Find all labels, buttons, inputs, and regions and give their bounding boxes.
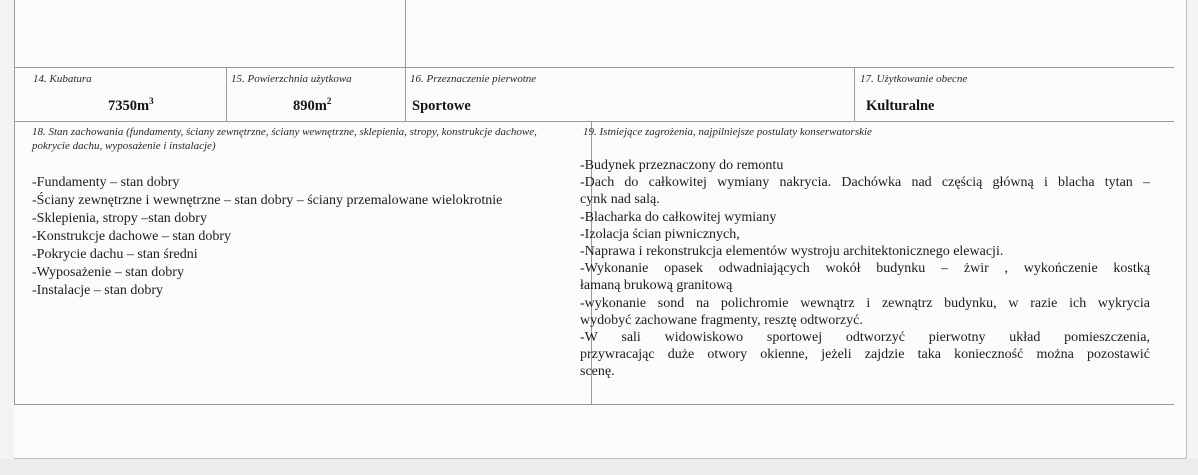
divider-f16-f17: [854, 67, 855, 122]
threats-line: wydobyć zachowane fragmenty, resztę odtworzyć.: [580, 312, 863, 328]
divider-bottom: [14, 404, 1174, 405]
threats-line: łamaną brukową granitową: [580, 278, 733, 294]
f15-label: 15. Powierzchnia użytkowa: [231, 73, 352, 85]
threats-line: -W sali widowiskowo sportowej odtworzyć pierwotny układ pomieszczenia,: [580, 330, 1150, 346]
f16-value: Sportowe: [412, 98, 471, 114]
threats-line: -Budynek przeznaczony do remontu: [580, 158, 784, 173]
divider-row-2: [14, 121, 1174, 122]
threats-line: przywracając duże otwory okienne, jeżeli zajdzie taka konieczność można pozostawić: [580, 347, 1150, 363]
condition-line: -Ściany zewnętrzne i wewnętrzne – stan dobry – ściany przemalowane wielokrotnie: [32, 193, 503, 208]
f16-label: 16. Przeznaczenie pierwotne: [410, 73, 537, 85]
threats-line: -Naprawa i rekonstrukcja elementów wystroju architektonicznego elewacji.: [580, 244, 1004, 260]
divider-f15-f16: [405, 67, 406, 122]
threats-line: -Blacharka do całkowitej wymiany: [580, 209, 777, 225]
sheet-bottom-edge: [0, 459, 1198, 475]
threats-line: -Wykonanie opasek odwadniających wokół budynku – żwir , wykończenie kostką: [580, 261, 1150, 277]
f15-unit-sup: 2: [326, 96, 332, 107]
threats-line: cynk nad salą.: [580, 192, 660, 208]
divider-top-mid: [405, 0, 406, 68]
condition-list: [32, 174, 502, 300]
condition-line: -Wyposażenie – stan dobry: [32, 265, 184, 280]
divider-row-1: [14, 67, 1174, 68]
condition-line: -Instalacje – stan dobry: [32, 283, 164, 298]
f17-label: 17. Użytkowanie obecne: [860, 73, 968, 85]
f15-value: [293, 98, 331, 114]
condition-line: -Fundamenty – stan dobry: [32, 175, 180, 190]
f17-value: Kulturalne: [866, 98, 935, 114]
threats-line: scenę.: [580, 364, 615, 380]
threats-label: 19. Istniejące zagrożenia, najpilniejsze postulaty konserwatorskie: [583, 126, 872, 138]
divider-top-left: [14, 0, 15, 404]
threats-line: -Dach do całkowitej wymiany nakrycia. Dachówka nad częścią główną i blacha tytan –: [580, 175, 1150, 191]
f15-number: 890m: [293, 98, 327, 114]
condition-line: -Konstrukcje dachowe – stan dobry: [32, 229, 232, 244]
threats-line: -wykonanie sond na polichromie wewnątrz i zewnątrz budynku, w razie ich wykrycia: [580, 295, 1150, 311]
threats-line: -Izolacja ścian piwnicznych,: [580, 226, 740, 242]
condition-line: -Sklepienia, stropy –stan dobry: [32, 211, 207, 226]
f14-value: [108, 98, 154, 114]
f14-label: 14. Kubatura: [33, 73, 92, 85]
threats-list: [580, 157, 1150, 381]
f14-number: 7350m: [108, 98, 150, 114]
divider-f14-f15: [226, 67, 227, 122]
f14-unit-sup: 3: [149, 96, 154, 107]
condition-line: -Pokrycie dachu – stan średni: [32, 247, 198, 262]
condition-label: 18. Stan zachowania (fundamenty, ściany zewnętrzne, ściany wewnętrzne, sklepienia, stropy, konstrukcje dachowe, pokrycie dachu, wyposażenie i instalacje): [32, 126, 537, 152]
